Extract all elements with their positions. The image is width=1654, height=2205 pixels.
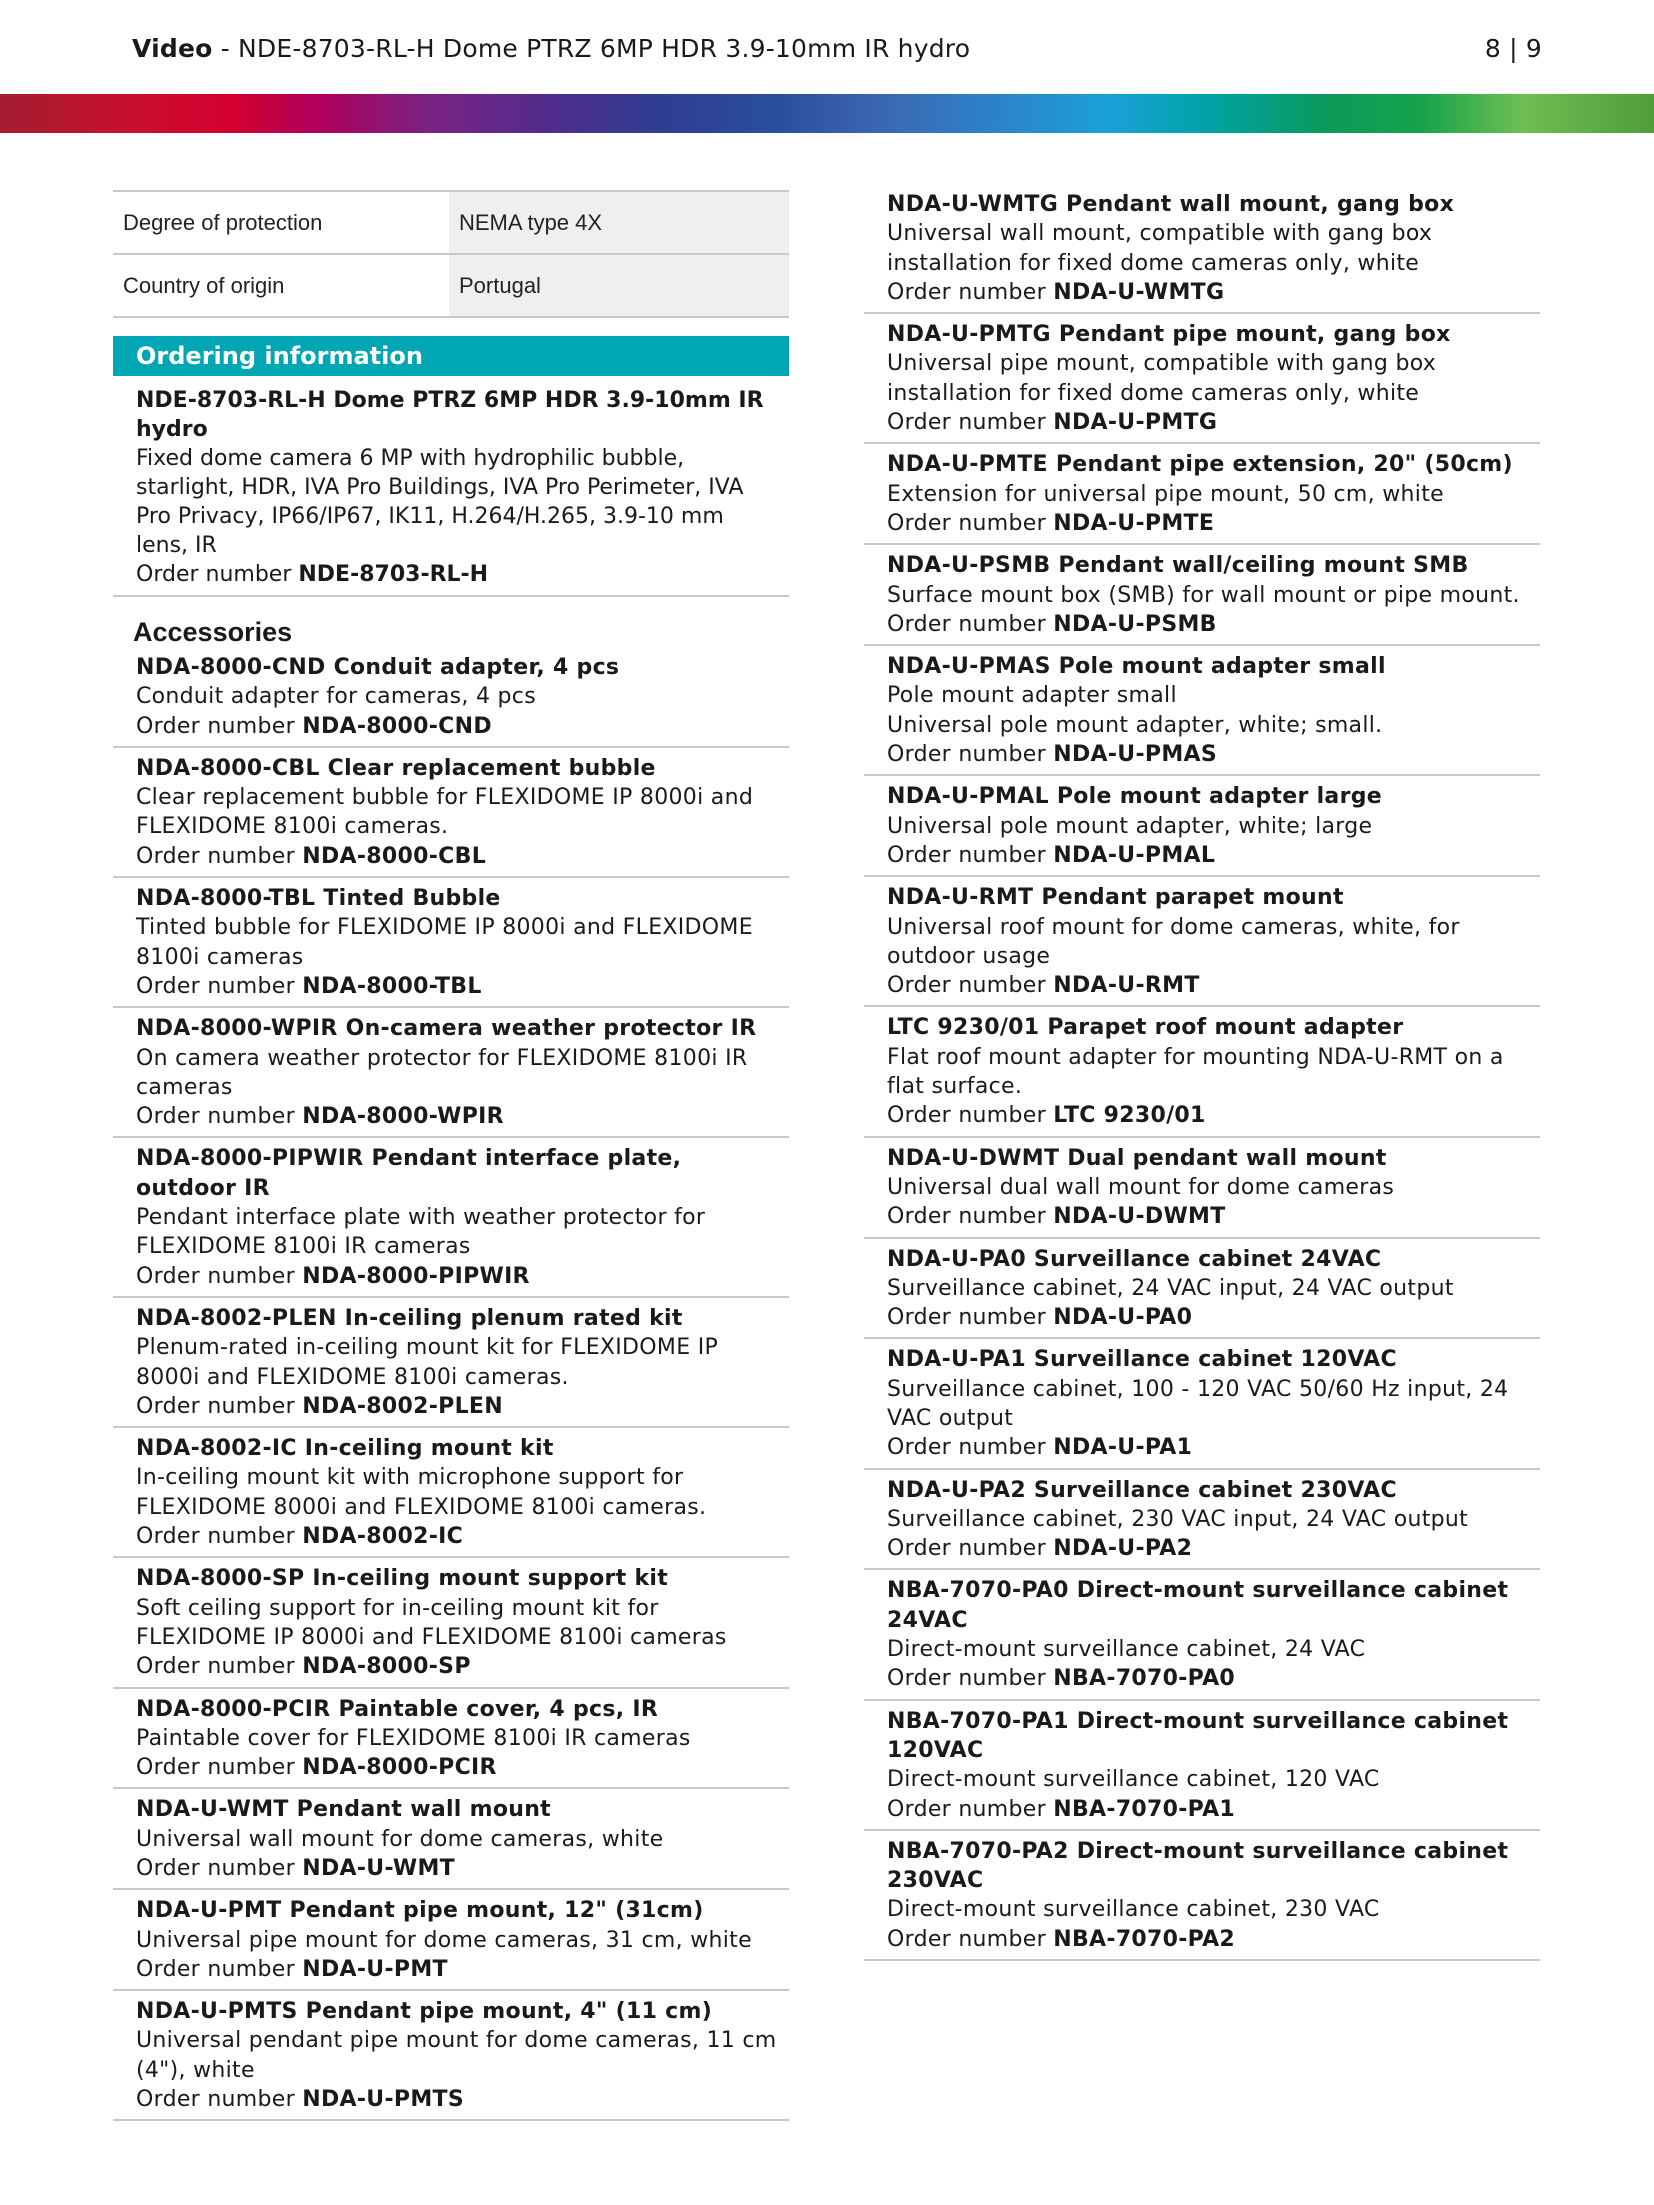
accessory-description: Universal wall mount, compatible with gang box installation for fixed dome cameras only, white [887, 221, 1433, 276]
order-label: Order number [136, 1263, 303, 1289]
accessory-order-number [887, 1534, 1532, 1563]
order-number: NBA-7070-PA1 [1053, 1796, 1236, 1822]
accessory-title: NDA-8002-PLEN In-ceiling plenum rated kit [136, 1305, 683, 1331]
accessory-order-number [136, 1753, 781, 1782]
accessory-item [864, 877, 1540, 1007]
accessory-item [113, 1689, 789, 1790]
order-number: NDA-U-PMT [302, 1956, 448, 1982]
accessory-description: Plenum-rated in-ceiling mount kit for FLEXIDOME IP 8000i and FLEXIDOME 8100i cameras. [136, 1335, 719, 1390]
order-label: Order number [136, 1956, 303, 1982]
accessory-description: Pole mount adapter small Universal pole mount adapter, white; small. [887, 683, 1383, 738]
accessory-title: NBA-7070-PA0 Direct-mount surveillance cabinet 24VAC [887, 1578, 1509, 1633]
accessory-order-number [136, 972, 781, 1001]
accessory-item [113, 878, 789, 1008]
accessory-description: On camera weather protector for FLEXIDOME 8100i IR cameras [136, 1045, 748, 1100]
order-label: Order number [887, 1666, 1054, 1692]
spec-table [113, 190, 789, 318]
accessory-description: Conduit adapter for cameras, 4 pcs [136, 684, 536, 710]
order-label: Order number [136, 973, 303, 999]
order-label: Order number [887, 1204, 1054, 1230]
accessory-title: NDA-U-PA1 Surveillance cabinet 120VAC [887, 1347, 1397, 1373]
accessory-description: Direct-mount surveillance cabinet, 24 VAC [887, 1637, 1366, 1663]
document-title [132, 34, 970, 63]
accessory-order-number [136, 1955, 781, 1984]
order-label: Order number [887, 1305, 1054, 1331]
accessory-description: Direct-mount surveillance cabinet, 230 VAC [887, 1897, 1380, 1923]
accessory-title: NDA-U-WMTG Pendant wall mount, gang box [887, 192, 1455, 217]
accessory-item [864, 314, 1540, 444]
accessory-order-number [136, 1102, 781, 1131]
accessory-description: Surface mount box (SMB) for wall mount or pipe mount. [887, 582, 1520, 608]
accessory-order-number [136, 2085, 781, 2114]
order-label: Order number [887, 1536, 1054, 1562]
accessory-item [864, 1701, 1540, 1831]
accessory-description: Paintable cover for FLEXIDOME 8100i IR cameras [136, 1725, 691, 1751]
order-number: NDA-U-PMTE [1053, 510, 1215, 536]
accessory-description: Direct-mount surveillance cabinet, 120 VAC [887, 1767, 1380, 1793]
accessory-description: Soft ceiling support for in-ceiling mount kit for FLEXIDOME IP 8000i and FLEXIDOME 8100i cameras [136, 1595, 727, 1650]
accessory-item [113, 647, 789, 748]
order-number: NBA-7070-PA2 [1053, 1926, 1236, 1952]
accessory-description: Universal dual wall mount for dome cameras [887, 1174, 1395, 1200]
order-number: NDA-U-PMAS [1053, 742, 1217, 768]
order-number: NDA-U-PSMB [1053, 611, 1217, 637]
order-number: NDA-8000-CND [302, 713, 492, 739]
order-label: Order number [887, 1103, 1054, 1129]
accessory-title: NDA-U-PA2 Surveillance cabinet 230VAC [887, 1477, 1397, 1503]
accessory-description: Universal pipe mount, compatible with gang box installation for fixed dome cameras only, white [887, 351, 1437, 406]
page-header [132, 34, 1542, 74]
order-label: Order number [136, 1393, 303, 1419]
page-number: 8 | 9 [1484, 34, 1542, 63]
accessory-title: NDA-U-PMTE Pendant pipe extension, 20" (50cm) [887, 452, 1513, 478]
accessory-title: NDA-8002-IC In-ceiling mount kit [136, 1436, 554, 1462]
document-product-name: - NDE-8703-RL-H Dome PTRZ 6MP HDR 3.9-10mm IR hydro [212, 34, 971, 63]
order-number: NDA-8000-WPIR [302, 1104, 504, 1130]
accessory-order-number [136, 712, 781, 741]
main-product [113, 376, 789, 597]
order-label: Order number [887, 1796, 1054, 1822]
ordering-information-heading: Ordering information [113, 336, 789, 376]
accessory-description: Universal pipe mount for dome cameras, 31 cm, white [136, 1927, 752, 1953]
accessory-description: Surveillance cabinet, 230 VAC input, 24 VAC output [887, 1506, 1469, 1532]
accessory-title: NDA-8000-PCIR Paintable cover, 4 pcs, IR [136, 1696, 659, 1722]
right-column [864, 190, 1540, 1961]
order-label: Order number [887, 1435, 1054, 1461]
accessory-item [864, 444, 1540, 545]
accessory-item [864, 1239, 1540, 1340]
accessory-title: NDA-8000-TBL Tinted Bubble [136, 886, 501, 912]
accessory-description: Universal pendant pipe mount for dome cameras, 11 cm (4"), white [136, 2028, 777, 2083]
accessory-order-number [887, 509, 1532, 538]
accessory-title: NDA-U-PSMB Pendant wall/ceiling mount SMB [887, 553, 1469, 579]
spec-value: Portugal [449, 254, 789, 317]
accessory-item [864, 1138, 1540, 1239]
accessory-order-number [887, 1101, 1532, 1130]
accessory-title: NBA-7070-PA1 Direct-mount surveillance cabinet 120VAC [887, 1708, 1509, 1763]
accessory-order-number [887, 278, 1532, 307]
accessory-order-number [136, 842, 781, 871]
accessory-order-number [887, 1202, 1532, 1231]
accessory-order-number [887, 1925, 1532, 1954]
order-number: NDA-U-PA1 [1053, 1435, 1193, 1461]
order-number: NDA-8002-IC [302, 1524, 464, 1550]
accessory-order-number [887, 1664, 1532, 1693]
brand-color-band [0, 94, 1654, 133]
accessory-order-number [887, 841, 1532, 870]
accessory-description: Clear replacement bubble for FLEXIDOME IP 8000i and FLEXIDOME 8100i cameras. [136, 785, 754, 840]
order-number: NDA-U-PA2 [1053, 1536, 1193, 1562]
document-category: Video [132, 34, 213, 63]
accessory-title: NDA-8000-CBL Clear replacement bubble [136, 755, 656, 781]
accessory-order-number [887, 971, 1532, 1000]
accessories-list-right [864, 190, 1540, 1961]
accessory-order-number [887, 1303, 1532, 1332]
order-label: Order number [136, 713, 303, 739]
accessory-item [113, 1428, 789, 1558]
accessories-list-left [113, 647, 789, 2121]
order-label: Order number [887, 510, 1054, 536]
order-number: NDA-8000-CBL [302, 843, 487, 869]
order-number: NDA-8002-PLEN [302, 1393, 503, 1419]
order-number: NDA-U-PMTG [1053, 410, 1218, 436]
accessory-description: Universal pole mount adapter, white; large [887, 813, 1373, 839]
product-description: Fixed dome camera 6 MP with hydrophilic bubble, starlight, HDR, IVA Pro Buildings, IVA Pro Perimeter, IVA Pro Privacy, IP66/IP67, IK11, H.264/H.265, 3.9-10 mm lens, IR [136, 446, 744, 558]
accessory-description: In-ceiling mount kit with microphone support for FLEXIDOME 8000i and FLEXIDOME 8100i cameras. [136, 1465, 707, 1520]
spec-label: Degree of protection [113, 191, 449, 254]
accessory-title: NBA-7070-PA2 Direct-mount surveillance cabinet 230VAC [887, 1838, 1509, 1894]
order-number: NDA-8000-PIPWIR [302, 1263, 530, 1289]
order-label: Order number [136, 2087, 303, 2113]
accessory-item [864, 1570, 1540, 1700]
left-column [113, 190, 789, 2121]
spec-row [113, 191, 789, 254]
order-label: Order number [887, 973, 1054, 999]
accessory-order-number [887, 740, 1532, 769]
product-title: NDE-8703-RL-H Dome PTRZ 6MP HDR 3.9-10mm IR hydro [136, 388, 764, 442]
accessory-title: NDA-8000-WPIR On-camera weather protector IR [136, 1016, 757, 1042]
accessory-order-number [136, 1262, 781, 1291]
accessory-item [864, 646, 1540, 776]
accessory-item [113, 1138, 789, 1297]
accessory-description: Extension for universal pipe mount, 50 cm, white [887, 481, 1444, 507]
accessory-description: Surveillance cabinet, 24 VAC input, 24 VAC output [887, 1275, 1454, 1301]
order-label: Order number [887, 842, 1054, 868]
order-label: Order number [136, 1755, 303, 1781]
accessory-item [113, 1298, 789, 1428]
order-number: NDA-U-PMAL [1053, 842, 1216, 868]
order-label: Order number [136, 1654, 303, 1680]
order-label: Order number [887, 611, 1054, 637]
accessory-item [864, 1339, 1540, 1469]
order-number: NDA-U-PMTS [302, 2087, 464, 2113]
order-label: Order number [887, 410, 1054, 436]
accessory-description: Pendant interface plate with weather protector for FLEXIDOME 8100i IR cameras [136, 1205, 706, 1260]
accessory-title: LTC 9230/01 Parapet roof mount adapter [887, 1015, 1404, 1041]
order-label: Order number [887, 742, 1054, 768]
accessory-title: NDA-U-PMAS Pole mount adapter small [887, 654, 1386, 680]
accessory-title: NDA-U-RMT Pendant parapet mount [887, 885, 1344, 911]
spec-row [113, 254, 789, 317]
order-label: Order number [136, 1524, 303, 1550]
accessory-title: NDA-U-PMTG Pendant pipe mount, gang box [887, 322, 1451, 348]
order-number: LTC 9230/01 [1053, 1103, 1206, 1129]
accessory-description: Universal wall mount for dome cameras, white [136, 1826, 664, 1852]
accessory-title: NDA-U-PMTS Pendant pipe mount, 4" (11 cm) [136, 1999, 713, 2025]
accessory-title: NDA-8000-CND Conduit adapter, 4 pcs [136, 655, 620, 680]
order-label: Order number [887, 1926, 1054, 1952]
order-number: NBA-7070-PA0 [1053, 1666, 1236, 1692]
accessory-order-number [887, 1795, 1532, 1824]
accessory-item [113, 1008, 789, 1138]
order-number: NDA-U-WMTG [1053, 279, 1225, 305]
accessory-item [864, 1007, 1540, 1137]
accessory-order-number [887, 1433, 1532, 1462]
accessory-title: NDA-8000-SP In-ceiling mount support kit [136, 1566, 669, 1592]
accessory-order-number [887, 610, 1532, 639]
spec-label: Country of origin [113, 254, 449, 317]
accessory-description: Universal roof mount for dome cameras, white, for outdoor usage [887, 914, 1460, 969]
accessory-title: NDA-8000-PIPWIR Pendant interface plate, outdoor IR [136, 1146, 682, 1201]
accessory-description: Surveillance cabinet, 100 - 120 VAC 50/60 Hz input, 24 VAC output [887, 1376, 1509, 1431]
accessory-item [864, 1470, 1540, 1571]
order-label: Order number [136, 843, 303, 869]
order-number: NDA-8000-TBL [302, 973, 482, 999]
accessory-title: NDA-U-WMT Pendant wall mount [136, 1797, 551, 1823]
order-number: NDA-U-WMT [302, 1855, 455, 1881]
accessory-description: Flat roof mount adapter for mounting NDA-U-RMT on a flat surface. [887, 1044, 1504, 1100]
order-number: NDA-U-RMT [1053, 973, 1200, 999]
accessory-order-number [887, 408, 1532, 437]
accessory-order-number [136, 1522, 781, 1551]
order-number: NDA-U-DWMT [1053, 1204, 1226, 1230]
accessory-order-number [136, 1392, 781, 1421]
accessory-item [113, 1789, 789, 1890]
accessory-order-number [136, 1652, 781, 1681]
accessory-order-number [136, 1854, 781, 1883]
accessory-title: NDA-U-PA0 Surveillance cabinet 24VAC [887, 1246, 1382, 1272]
accessory-item [113, 748, 789, 878]
spec-value: NEMA type 4X [449, 191, 789, 254]
accessory-item [113, 1890, 789, 1991]
order-number: NDA-8000-SP [302, 1654, 471, 1680]
accessory-item [113, 1991, 789, 2121]
product-order-number [136, 560, 781, 589]
order-label: Order number [136, 562, 299, 587]
accessory-item [864, 190, 1540, 314]
accessory-description: Tinted bubble for FLEXIDOME IP 8000i and FLEXIDOME 8100i cameras [136, 915, 753, 970]
accessory-item [113, 1558, 789, 1688]
order-number: NDA-U-PA0 [1053, 1305, 1193, 1331]
accessory-title: NDA-U-DWMT Dual pendant wall mount [887, 1145, 1387, 1171]
order-number: NDA-8000-PCIR [302, 1755, 497, 1781]
accessory-title: NDA-U-PMAL Pole mount adapter large [887, 784, 1382, 810]
order-number: NDE-8703-RL-H [298, 562, 489, 587]
order-label: Order number [887, 279, 1054, 305]
accessory-title: NDA-U-PMT Pendant pipe mount, 12" (31cm) [136, 1898, 704, 1924]
accessory-item [864, 1831, 1540, 1961]
order-label: Order number [136, 1855, 303, 1881]
accessories-heading: Accessories [133, 617, 293, 647]
accessory-item [864, 545, 1540, 646]
accessory-item [864, 776, 1540, 877]
order-label: Order number [136, 1104, 303, 1130]
